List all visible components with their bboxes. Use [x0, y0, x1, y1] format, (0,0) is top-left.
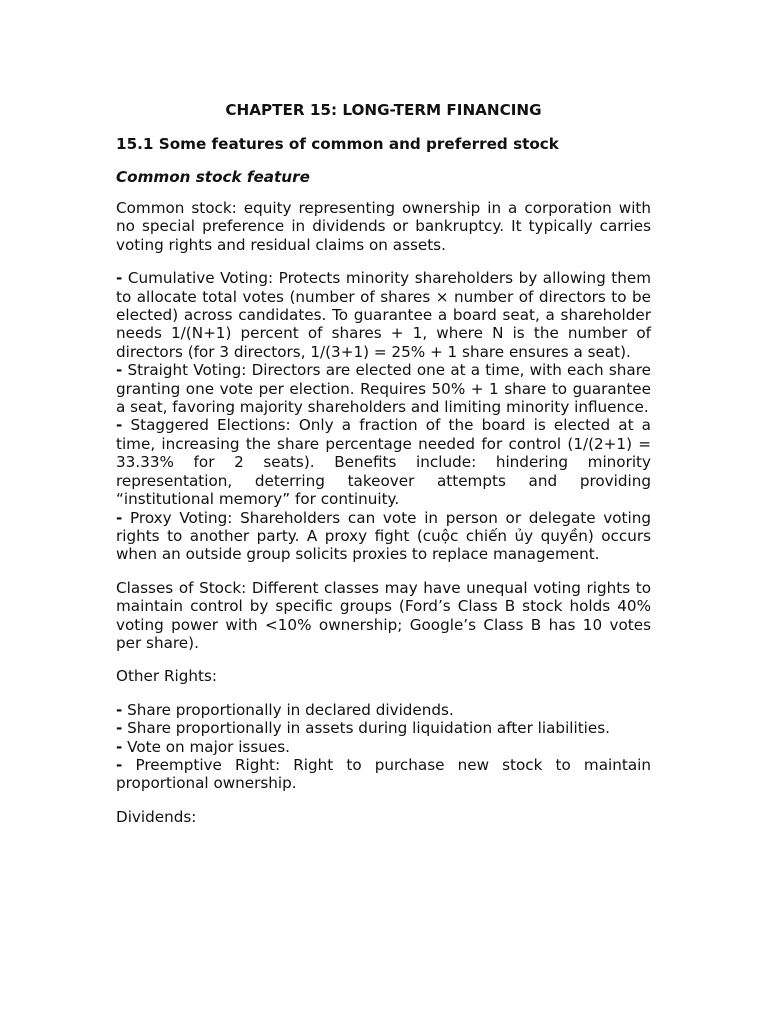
bullet-dash: - [116, 737, 123, 756]
bullet-text: Straight Voting: Directors are elected one at a time, with each share granting one vote per election. Requires 50% + 1 share to guarantee a seat, favoring majority shareholders and limiting minority influence. [116, 361, 651, 417]
bullet-text: Preemptive Right: Right to purchase new stock to maintain proportional ownership. [116, 755, 651, 793]
bullet-proxy-voting [116, 509, 651, 564]
intro-paragraph: Common stock: equity representing ownership in a corporation with no special preference in dividends or bankruptcy. It typically carries voting rights and residual claims on assets. [116, 199, 651, 254]
bullet-dash: - [116, 719, 123, 738]
document-page [116, 100, 651, 826]
bullet-staggered-elections [116, 416, 651, 508]
bullet-text: Share proportionally in declared dividends. [122, 700, 454, 719]
rights-bullet-list [116, 701, 651, 793]
bullet-preemptive-right [116, 756, 651, 793]
bullet-text: Cumulative Voting: Protects minority shareholders by allowing them to allocate total votes (number of shares × number of directors to be elected) across candidates. To guarantee a board seat, a shareholder needs 1/(N+1) percent of shares + 1, where N is the number of directors (for 3 directors, 1/(3+1) = 25% + 1 share ensures a seat). [116, 269, 651, 361]
bullet-text: Vote on major issues. [122, 737, 290, 756]
section-heading: 15.1 Some features of common and preferred stock [116, 135, 559, 153]
chapter-title: CHAPTER 15: LONG-TERM FINANCING [225, 101, 542, 119]
bullet-text: Share proportionally in assets during liquidation after liabilities. [122, 719, 610, 738]
dividends-label: Dividends: [116, 807, 197, 826]
bullet-liquidation-right [116, 719, 651, 737]
bullet-text: Staggered Elections: Only a fraction of the board is elected at a time, increasing the share percentage needed for control (1/(2+1) = 33.33% for 2 seats). Benefits include: hindering minority representation, deterring takeover attempts and providing “institutional memory” for continuity. [116, 416, 651, 509]
bullet-dividends-right [116, 701, 651, 719]
classes-of-stock-paragraph: Classes of Stock: Different classes may have unequal voting rights to maintain control by specific groups (Ford’s Class B stock holds 40% voting power with <10% ownership; Google’s Class B has 10 votes per share). [116, 578, 651, 652]
bullet-dash: - [116, 700, 123, 719]
bullet-straight-voting [116, 361, 651, 416]
bullet-dash: - [116, 508, 123, 527]
bullet-dash: - [116, 269, 123, 288]
bullet-cumulative-voting [116, 269, 651, 361]
bullet-vote-right [116, 738, 651, 756]
other-rights-label: Other Rights: [116, 667, 217, 686]
bullet-dash: - [116, 416, 123, 435]
sub-heading: Common stock feature [116, 168, 310, 186]
bullet-text: Proxy Voting: Shareholders can vote in person or delegate voting rights to another party. A proxy fight (cuộc chiến ủy quyền) occurs when an outside group solicits proxies to replace management. [116, 508, 651, 564]
bullet-dash: - [116, 361, 123, 380]
voting-bullet-list [116, 269, 651, 564]
bullet-dash: - [116, 755, 123, 774]
